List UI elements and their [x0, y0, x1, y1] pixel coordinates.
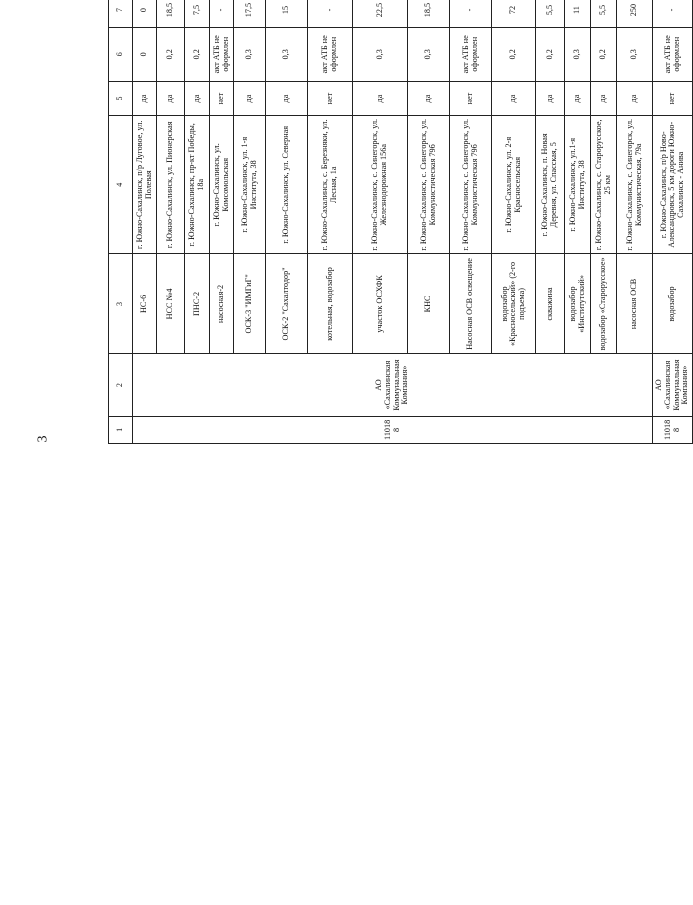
- cell-c3: скважина: [536, 254, 565, 354]
- org-code-cell: 110188: [653, 416, 693, 443]
- org-code-cell: 110188: [133, 416, 653, 443]
- cell-c7: 11: [565, 0, 591, 27]
- cell-c3: водозабор «Институтский»: [565, 254, 591, 354]
- cell-c6: 0,2: [536, 27, 565, 81]
- cell-c4: г. Южно-Сахалинск, пр-кт Победы, 18а: [185, 116, 210, 254]
- cell-c5: нет: [308, 82, 353, 116]
- cell-c6: 0,3: [234, 27, 266, 81]
- cell-c4: г. Южно-Сахалинск, ул. Северная: [266, 116, 308, 254]
- cell-c4: г. Южно-Сахалинск, ул. 1-я Института, 38: [234, 116, 266, 254]
- cell-c4: г. Южно-Сахалинск, с. Синегорск, ул. Железнодорожная 156а: [353, 116, 408, 254]
- cell-c5: да: [185, 82, 210, 116]
- cell-c4: г. Южно-Сахалинск, ул. 2-я Красносельская: [492, 116, 536, 254]
- cell-c7: 7,5: [185, 0, 210, 27]
- cell-c7: 22,5: [353, 0, 408, 27]
- data-table: [108, 0, 693, 444]
- cell-c3: участок ОСХФК: [353, 254, 408, 354]
- cell-c6: 0,2: [492, 27, 536, 81]
- cell-c4: г. Южно-Сахалинск, с. Березняки, ул. Лесная, 1а: [308, 116, 353, 254]
- org-name-cell: АО «Сахалинская Коммунальная Компания»: [133, 354, 653, 416]
- cell-c3: насосная-2: [210, 254, 234, 354]
- cell-c4: г. Южно-Сахалинск, с. Старорусское, 25 км: [591, 116, 617, 254]
- cell-c5: да: [157, 82, 185, 116]
- cell-c6: 0,3: [266, 27, 308, 81]
- col-num: 5: [109, 82, 133, 116]
- cell-c5: да: [133, 82, 157, 116]
- table-wrapper: [108, 0, 690, 444]
- cell-c7: 0: [133, 0, 157, 27]
- cell-c4: г. Южно-Сахалинск, п. Новая Деревня, ул. Спасская, 5: [536, 116, 565, 254]
- cell-c4: г. Южно-Сахалинск, ул. Пионерская: [157, 116, 185, 254]
- cell-c6: акт АТБ не оформлен: [308, 27, 353, 81]
- cell-c3: водозабор «Старорусское»: [591, 254, 617, 354]
- cell-c7: 18,5: [408, 0, 450, 27]
- cell-c7: 5,5: [536, 0, 565, 27]
- cell-c6: 0,3: [408, 27, 450, 81]
- cell-c3: насосная ОСВ: [617, 254, 653, 354]
- cell-c6: 0: [133, 27, 157, 81]
- cell-c6: 0,2: [157, 27, 185, 81]
- col-num: 6: [109, 27, 133, 81]
- cell-c4: г. Южно-Сахалинск, с. Синегорск, ул. Коммунистическая 79б: [450, 116, 492, 254]
- cell-c5: нет: [210, 82, 234, 116]
- cell-c5: да: [536, 82, 565, 116]
- rotated-table-frame: [108, 2, 690, 888]
- cell-c4: г. Южно-Сахалинск, п/р Ново-Александровск, 5 км дороги Южно-Сахалинск - Анива: [653, 116, 693, 254]
- cell-c6: акт АТБ не оформлен: [210, 27, 234, 81]
- cell-c7: -: [308, 0, 353, 27]
- cell-c5: да: [591, 82, 617, 116]
- table-row: [653, 0, 693, 444]
- cell-c3: ОСК-3 "ИМГиГ": [234, 254, 266, 354]
- cell-c7: 5,5: [591, 0, 617, 27]
- cell-c6: 0,3: [353, 27, 408, 81]
- cell-c3: НСС №4: [157, 254, 185, 354]
- cell-c5: да: [408, 82, 450, 116]
- cell-c7: 15: [266, 0, 308, 27]
- cell-c6: 0,3: [565, 27, 591, 81]
- cell-c5: да: [617, 82, 653, 116]
- cell-c3: Насосная ОСВ освещение: [450, 254, 492, 354]
- cell-c7: 18,5: [157, 0, 185, 27]
- col-num: 3: [109, 254, 133, 354]
- cell-c4: г. Южно-Сахалинск, с. Синегорск, ул. Коммунистическая, 79а: [617, 116, 653, 254]
- cell-c4: г. Южно-Сахалинск, с. Синегорск, ул. Коммунистическая 79б: [408, 116, 450, 254]
- cell-c3: КНС: [408, 254, 450, 354]
- cell-c6: 0,3: [617, 27, 653, 81]
- cell-c7: 17,5: [234, 0, 266, 27]
- page-number: 3: [35, 435, 51, 443]
- cell-c7: -: [653, 0, 693, 27]
- cell-c6: акт АТБ не оформлен: [653, 27, 693, 81]
- col-num: 1: [109, 416, 133, 443]
- col-num: 4: [109, 116, 133, 254]
- cell-c5: нет: [450, 82, 492, 116]
- cell-c5: да: [492, 82, 536, 116]
- cell-c6: акт АТБ не оформлен: [450, 27, 492, 81]
- org-name-cell: АО «Сахалинская Коммунальная Компания»: [653, 354, 693, 416]
- cell-c4: г. Южно-Сахалинск, ул.1-я Института, 38: [565, 116, 591, 254]
- table-row: [133, 0, 157, 444]
- cell-c7: -: [210, 0, 234, 27]
- cell-c7: 250: [617, 0, 653, 27]
- cell-c5: да: [353, 82, 408, 116]
- column-number-row: [109, 0, 133, 444]
- cell-c3: НС-6: [133, 254, 157, 354]
- cell-c6: 0,2: [591, 27, 617, 81]
- cell-c5: нет: [653, 82, 693, 116]
- cell-c5: да: [565, 82, 591, 116]
- col-num: 7: [109, 0, 133, 27]
- cell-c3: водозабор «Красносельский» (2-го подъема): [492, 254, 536, 354]
- cell-c4: г. Южно-Сахалинск, п/р Луговое, ул. Полевая: [133, 116, 157, 254]
- cell-c3: ОСК-2 "Сахалтодор": [266, 254, 308, 354]
- cell-c5: да: [234, 82, 266, 116]
- cell-c6: 0,2: [185, 27, 210, 81]
- cell-c7: 72: [492, 0, 536, 27]
- cell-c3: котельная, водозабор: [308, 254, 353, 354]
- cell-c3: водозабор: [653, 254, 693, 354]
- cell-c7: -: [450, 0, 492, 27]
- cell-c5: да: [266, 82, 308, 116]
- cell-c3: ПНС-2: [185, 254, 210, 354]
- cell-c4: г. Южно-Сахалинск, ул. Комсомольская: [210, 116, 234, 254]
- col-num: 2: [109, 354, 133, 416]
